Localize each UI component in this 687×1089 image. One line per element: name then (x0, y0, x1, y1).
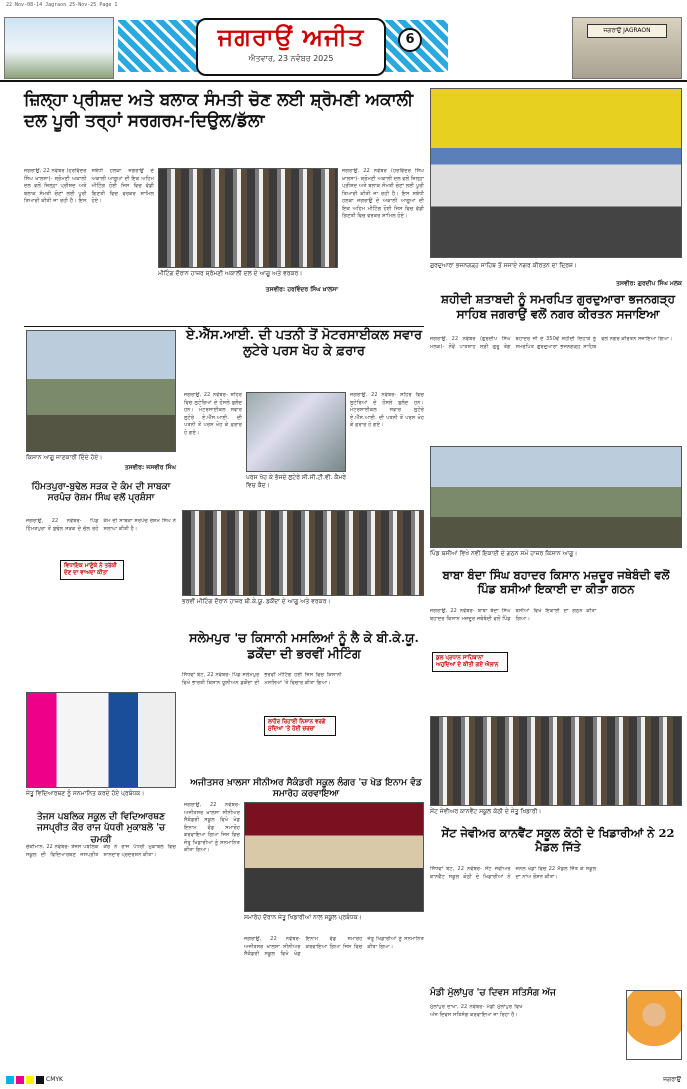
divider (24, 326, 424, 327)
article-10-headline: ਮੰਡੀ ਮੁੱਲਾਂਪੁਰ 'ਚ ਦਿਵਸ ਸਤਿਸੰਗ ਅੱਜ (430, 988, 556, 998)
article-8-body-col: ਜਗਰਾਉਂ, 22 ਨਵੰਬਰ- ਅਜੀਤਸਰ ਖ਼ਾਲਸਾ ਸੀਨੀਅਰ ਸੈਕੰਡਰੀ ਸਕੂਲ ਵਿਖੇ ਖੇਡ ਇਨਾਮ ਵੰਡ ਸਮਾਰੋਹ ਕਰਵਾਇਆ ਗਿਆ ਜਿਸ ਵਿਚ ਜੇਤੂ ਖਿਡਾਰੀਆਂ ਨੂੰ ਸਨਮਾਨਿਤ ਕੀਤਾ ਗਿਆ। (244, 936, 424, 958)
article-9-body: ਸਿੱਧਵਾਂ ਬੇਟ, 22 ਨਵੰਬਰ- ਸੇਂਟ ਜੇਵੀਅਰ ਕਾਨਵੈਂਟ ਸਕੂਲ ਕੋਠੀ ਦੇ ਖਿਡਾਰੀਆਂ ਨੇ ਜ਼ੋਨਲ ਖੇਡਾਂ ਵਿਚ 22 ਮੈਡਲ ਜਿੱਤ ਕੇ ਸਕੂਲ ਦਾ ਨਾਂਅ ਰੌਸ਼ਨ ਕੀਤਾ। (430, 866, 597, 880)
article-6-body: ਸਿੱਧਵਾਂ ਬੇਟ, 22 ਨਵੰਬਰ- ਪਿੰਡ ਸਲੇਮਪੁਰ ਵਿਖੇ ਭਾਰਤੀ ਕਿਸਾਨ ਯੂਨੀਅਨ ਡਕੌਂਦਾ ਦੀ ਭਰਵੀਂ ਮੀਟਿੰਗ ਹੋਈ ਜਿਸ ਵਿਚ ਕਿਸਾਨੀ ਮਸਲਿਆਂ 'ਤੇ ਵਿਚਾਰ ਕੀਤਾ ਗਿਆ। (182, 672, 342, 686)
page-number: 6 (398, 28, 422, 52)
black-swatch (36, 1076, 44, 1084)
article-8-photo (244, 802, 424, 912)
article-3-body: ਜਗਰਾਉਂ, 22 ਨਵੰਬਰ- ਸ਼ਹਿਰ ਵਿਚ ਲੁਟੇਰਿਆਂ ਦੇ ਹੌਸਲੇ ਬੁਲੰਦ ਹਨ। ਮੋਟਰਸਾਈਕਲ ਸਵਾਰ ਲੁਟੇਰੇ ਏ.ਐੱਸ.ਆਈ. ਦੀ ਪਤਨੀ ਤੋਂ ਪਰਸ ਖੋਹ ਕੇ ਫ਼ਰਾਰ ਹੋ ਗਏ। (184, 392, 242, 436)
article-3-credit: ਤਸਵੀਰ: ਜਸਵੀਰ ਸਿੰਘ (124, 464, 176, 471)
article-5-photo (430, 446, 682, 548)
article-5-note: ਕੁਲ ਪ੍ਰਧਾਨ ਸਾਹਿਬਾਨਾਂ ਅਹੁਦਿਆਂ ਦੇ ਕੀਤੀ ਗਏ ਐਲਾਨ (432, 652, 508, 672)
article-8-caption: ਸਮਾਰੋਹ ਦੌਰਾਨ ਜੇਤੂ ਖਿਡਾਰੀਆਂ ਨਾਲ ਸਕੂਲ ਪ੍ਰਬੰਧਕ। (244, 914, 362, 921)
article-3-body-col: ਜਗਰਾਉਂ, 22 ਨਵੰਬਰ- ਸ਼ਹਿਰ ਵਿਚ ਲੁਟੇਰਿਆਂ ਦੇ ਹੌਸਲੇ ਬੁਲੰਦ ਹਨ। ਮੋਟਰਸਾਈਕਲ ਸਵਾਰ ਲੁਟੇਰੇ ਏ.ਐੱਸ.ਆਈ. ਦੀ ਪਤਨੀ ਤੋਂ ਪਰਸ ਖੋਹ ਕੇ ਫ਼ਰਾਰ ਹੋ ਗਏ। (350, 392, 424, 429)
magenta-swatch (16, 1076, 24, 1084)
article-2-body: ਜਗਰਾਉਂ, 22 ਨਵੰਬਰ (ਗੁਰਦੀਪ ਸਿੰਘ ਮਲਕ)- ਨੌਵੇਂ ਪਾਤਸ਼ਾਹ ਸ੍ਰੀ ਗੁਰੂ ਤੇਗ ਬਹਾਦਰ ਜੀ ਦੇ 350ਵੇਂ ਸ਼ਹੀਦੀ ਦਿਹਾੜੇ ਨੂੰ ਸਮਰਪਿਤ ਗੁਰਦੁਆਰਾ ਭਜਨਗੜ੍ਹ ਸਾਹਿਬ ਵਲੋਂ ਨਗਰ ਕੀਰਤਨ ਸਜਾਇਆ ਗਿਆ। (430, 336, 673, 350)
masthead-right-photo (572, 17, 682, 79)
article-4-note: ਵਿਧਾਇਕ ਮਾਣੂੰਕੇ ਨੇ ਤਰੱਕੀ ਦੇਣ ਦਾ ਵਾਅਦਾ ਕੀਤਾ (60, 560, 124, 580)
masthead-name: ਜਗਰਾਉਂ ਅਜੀਤ (217, 22, 365, 51)
article-2-caption: ਗੁਰਦੁਆਰਾ ਭਜਨਗੜ੍ਹ ਸਾਹਿਬ ਤੋਂ ਸਜਾਏ ਨਗਰ ਕੀਰਤਨ ਦਾ ਦ੍ਰਿਸ਼। (430, 262, 577, 269)
article-5-headline: ਬਾਬਾ ਬੰਦਾ ਸਿੰਘ ਬਹਾਦਰ ਕਿਸਾਨ ਮਜ਼ਦੂਰ ਜਥੇਬੰਦੀ ਵਲੋਂ ਪਿੰਡ ਬਸੀਆਂ ਇਕਾਈ ਦਾ ਕੀਤਾ ਗਠਨ (442, 568, 670, 597)
article-9-caption: ਸੇਂਟ ਜੇਵੀਅਰ ਕਾਨਵੈਂਟ ਸਕੂਲ ਕੋਠੀ ਦੇ ਜੇਤੂ ਖਿਡਾਰੀ। (430, 808, 542, 815)
article-1-body-col: ਜਗਰਾਉਂ, 22 ਨਵੰਬਰ (ਹਰਵਿੰਦਰ ਸਿੰਘ ਖ਼ਾਲਸਾ)- ਸ਼੍ਰੋਮਣੀ ਅਕਾਲੀ ਦਲ ਵਲੋਂ ਜ਼ਿਲ੍ਹਾ ਪ੍ਰੀਸ਼ਦ ਅਤੇ ਬਲਾਕ ਸੰਮਤੀ ਚੋਣਾਂ ਲਈ ਪੂਰੀ ਤਿਆਰੀ ਕੀਤੀ ਜਾ ਰਹੀ ਹੈ। ਇਸ ਸਬੰਧੀ ਹਲਕਾ ਜਗਰਾਉਂ ਦੇ ਅਕਾਲੀ ਆਗੂਆਂ ਦੀ ਇਕ ਅਹਿਮ ਮੀਟਿੰਗ ਹੋਈ ਜਿਸ ਵਿਚ ਵੱਡੀ ਗਿਣਤੀ ਵਿਚ ਵਰਕਰ ਸ਼ਾਮਿਲ ਹੋਏ। (342, 168, 424, 220)
article-5-caption: ਪਿੰਡ ਬਸੀਆਂ ਵਿਖੇ ਨਵੀਂ ਇਕਾਈ ਦੇ ਗਠਨ ਸਮੇਂ ਹਾਜ਼ਰ ਕਿਸਾਨ ਆਗੂ। (430, 550, 578, 557)
cyan-swatch (6, 1076, 14, 1084)
article-2-photo (430, 88, 682, 258)
article-1-credit: ਤਸਵੀਰ: ਹਰਵਿੰਦਰ ਸਿੰਘ ਖ਼ਾਲਸਾ (265, 286, 338, 293)
article-8-headline: ਅਜੀਤਸਰ ਖ਼ਾਲਸਾ ਸੀਨੀਅਰ ਸੈਕੰਡਰੀ ਸਕੂਲ ਲੰਗਰ 'ਚ ਖੇਡ ਇਨਾਮ ਵੰਡ ਸਮਾਰੋਹ ਕਰਵਾਇਆ (190, 778, 422, 800)
article-3-photo (26, 330, 176, 452)
print-info: 22 Nov-08-14 Jagraon 25-Nov-25 Page 1 (6, 2, 118, 8)
article-6-photo (182, 510, 424, 596)
article-1-photo (158, 168, 338, 268)
article-5-body: ਜਗਰਾਉਂ, 22 ਨਵੰਬਰ- ਬਾਬਾ ਬੰਦਾ ਸਿੰਘ ਬਹਾਦਰ ਕਿਸਾਨ ਮਜ਼ਦੂਰ ਜਥੇਬੰਦੀ ਵਲੋਂ ਪਿੰਡ ਬਸੀਆਂ ਵਿਖੇ ਇਕਾਈ ਦਾ ਗਠਨ ਕੀਤਾ ਗਿਆ। (430, 608, 597, 622)
article-6-note: ਲਾਹੌਰ ਰਿਹਾਈ ਨਿਸ਼ਾਨ ਵਰਗੇ ਮੁੱਦਿਆਂ 'ਤੇ ਹੋਈ ਚਰਚਾ (264, 716, 336, 736)
article-2-credit: ਤਸਵੀਰ: ਗੁਰਦੀਪ ਸਿੰਘ ਮਲਕ (616, 280, 682, 287)
article-7-body: ਚੌਕੀਮਾਨ, 22 ਨਵੰਬਰ- ਤੇਜਸ ਪਬਲਿਕ ਸਕੂਲ ਦੀ ਵਿਦਿਆਰਥਣ ਜਸਪ੍ਰੀਤ ਕੌਰ ਨੇ ਰਾਜ ਪੱਧਰੀ ਮੁਕਾਬਲੇ ਵਿਚ ਸ਼ਾਨਦਾਰ ਪ੍ਰਦਰਸ਼ਨ ਕੀਤਾ। (26, 844, 176, 858)
masthead (0, 14, 687, 82)
article-1-caption: ਮੀਟਿੰਗ ਦੌਰਾਨ ਹਾਜ਼ਰ ਸ਼੍ਰੋਮਣੀ ਅਕਾਲੀ ਦਲ ਦੇ ਆਗੂ ਅਤੇ ਵਰਕਰ। (158, 270, 303, 277)
article-2-headline: ਸ਼ਹੀਦੀ ਸ਼ਤਾਬਦੀ ਨੂੰ ਸਮਰਪਿਤ ਗੁਰਦੁਆਰਾ ਭਜਨਗੜ੍ਹ ਸਾਹਿਬ ਜਗਰਾਉਂ ਵਲੋਂ ਨਗਰ ਕੀਰਤਨ ਸਜਾਇਆ (441, 292, 675, 321)
article-9-photo (430, 716, 682, 806)
article-6-headline: ਸਲੇਮਪੁਰ 'ਚ ਕਿਸਾਨੀ ਮਸਲਿਆਂ ਨੂੰ ਲੈ ਕੇ ਬੀ.ਕੇ.ਯੂ. ਡਕੌਂਦਾ ਦੀ ਭਰਵੀਂ ਮੀਟਿੰਗ (189, 630, 419, 661)
yellow-swatch (26, 1076, 34, 1084)
article-4-headline: ਹਿੰਮਤਪੁਰਾ-ਬੁਢੇਲ ਸੜਕ ਦੇ ਕੰਮ ਦੀ ਸਾਬਕਾ ਸਰਪੰਚ ਰੇਸ਼ਮ ਸਿੰਘ ਵਲੋਂ ਪ੍ਰਸ਼ੰਸਾ (31, 482, 171, 504)
masthead-date: ਐਤਵਾਰ, 23 ਨਵੰਬਰ 2025 (248, 54, 334, 63)
masthead-sign: ਜਗਰਾਉਂ JAGRAON (587, 24, 667, 38)
article-1-body: ਜਗਰਾਉਂ, 22 ਨਵੰਬਰ (ਹਰਵਿੰਦਰ ਸਿੰਘ ਖ਼ਾਲਸਾ)- ਸ਼੍ਰੋਮਣੀ ਅਕਾਲੀ ਦਲ ਵਲੋਂ ਜ਼ਿਲ੍ਹਾ ਪ੍ਰੀਸ਼ਦ ਅਤੇ ਬਲਾਕ ਸੰਮਤੀ ਚੋਣਾਂ ਲਈ ਪੂਰੀ ਤਿਆਰੀ ਕੀਤੀ ਜਾ ਰਹੀ ਹੈ। ਇਸ ਸਬੰਧੀ ਹਲਕਾ ਜਗਰਾਉਂ ਦੇ ਅਕਾਲੀ ਆਗੂਆਂ ਦੀ ਇਕ ਅਹਿਮ ਮੀਟਿੰਗ ਹੋਈ ਜਿਸ ਵਿਚ ਵੱਡੀ ਗਿਣਤੀ ਵਿਚ ਵਰਕਰ ਸ਼ਾਮਿਲ ਹੋਏ। (24, 168, 154, 205)
article-3-caption: ਕਿਸਾਨ ਆਗੂ ਜਾਣਕਾਰੀ ਦਿੰਦੇ ਹੋਏ। (26, 454, 103, 461)
article-10-body: ਮੁੱਲਾਂਪੁਰ ਦਾਖਾ, 22 ਨਵੰਬਰ- ਮੰਡੀ ਮੁੱਲਾਂਪੁਰ ਵਿਖੇ ਅੱਜ ਦਿਵਸ ਸਤਿਸੰਗ ਕਰਵਾਇਆ ਜਾ ਰਿਹਾ ਹੈ। (430, 1004, 523, 1018)
article-8-body: ਜਗਰਾਉਂ, 22 ਨਵੰਬਰ- ਅਜੀਤਸਰ ਖ਼ਾਲਸਾ ਸੀਨੀਅਰ ਸੈਕੰਡਰੀ ਸਕੂਲ ਵਿਖੇ ਖੇਡ ਇਨਾਮ ਵੰਡ ਸਮਾਰੋਹ ਕਰਵਾਇਆ ਗਿਆ ਜਿਸ ਵਿਚ ਜੇਤੂ ਖਿਡਾਰੀਆਂ ਨੂੰ ਸਨਮਾਨਿਤ ਕੀਤਾ ਗਿਆ। (184, 802, 240, 854)
article-9-headline: ਸੇਂਟ ਜੇਵੀਅਰ ਕਾਨਵੈਂਟ ਸਕੂਲ ਕੋਠੀ ਦੇ ਖਿਡਾਰੀਆਂ ਨੇ 22 ਮੈਡਲ ਜਿੱਤੇ (441, 826, 675, 855)
article-7-headline: ਤੇਜਸ ਪਬਲਿਕ ਸਕੂਲ ਦੀ ਵਿਦਿਆਰਥਣ ਜਸਪ੍ਰੀਤ ਕੌਰ ਰਾਜ ਪੱਧਰੀ ਮੁਕਾਬਲੇ 'ਚ ਚਮਕੀ (36, 812, 166, 845)
cctv-photo (246, 392, 346, 472)
article-3-headline: ਏ.ਐੱਸ.ਆਈ. ਦੀ ਪਤਨੀ ਤੋਂ ਮੋਟਰਸਾਈਕਲ ਸਵਾਰ ਲੁਟੇਰੇ ਪਰਸ ਖੋਹ ਕੇ ਫ਼ਰਾਰ (185, 328, 423, 360)
footer-left-label: CMYK (46, 1076, 63, 1083)
article-6-caption: ਭਰਵੀਂ ਮੀਟਿੰਗ ਦੌਰਾਨ ਹਾਜ਼ਰ ਬੀ.ਕੇ.ਯੂ. ਡਕੌਂਦਾ ਦੇ ਆਗੂ ਅਤੇ ਵਰਕਰ। (182, 598, 331, 605)
article-7-photo (26, 692, 176, 788)
color-swatches (6, 1076, 63, 1084)
article-1-headline: ਜ਼ਿਲ੍ਹਾ ਪ੍ਰੀਸ਼ਦ ਅਤੇ ਬਲਾਕ ਸੰਮਤੀ ਚੋਣ ਲਈ ਸ਼੍ਰੋਮਣੀ ਅਕਾਲੀ ਦਲ ਪੂਰੀ ਤਰ੍ਹਾਂ ਸਰਗਰਮ-ਦਿਉਲ/ਡੱਲਾ (24, 90, 414, 132)
masthead-title-box (196, 18, 386, 76)
masthead-left-photo (4, 17, 114, 79)
article-10-photo (626, 990, 682, 1060)
footer-right-label: ਜਗਰਾਉਂ (663, 1075, 681, 1083)
article-7-caption: ਜੇਤੂ ਵਿਦਿਆਰਥਣ ਨੂੰ ਸਨਮਾਨਿਤ ਕਰਦੇ ਹੋਏ ਪ੍ਰਬੰਧਕ। (26, 790, 145, 797)
cctv-caption: ਪਰਸ ਖੋਹ ਕੇ ਭੱਜਦੇ ਲੁਟੇਰੇ ਸੀ.ਸੀ.ਟੀ.ਵੀ. ਕੈਮਰੇ ਵਿਚ ਕੈਦ। (246, 474, 347, 489)
footer-bar (0, 1070, 687, 1089)
article-4-body: ਜਗਰਾਉਂ, 22 ਨਵੰਬਰ- ਪਿੰਡ ਹਿੰਮਤਪੁਰਾ ਤੋਂ ਬੁਢੇਲ ਸੜਕ ਦੇ ਚੱਲ ਰਹੇ ਕੰਮ ਦੀ ਸਾਬਕਾ ਸਰਪੰਚ ਰੇਸ਼ਮ ਸਿੰਘ ਨੇ ਸ਼ਲਾਘਾ ਕੀਤੀ ਹੈ। (26, 518, 176, 532)
